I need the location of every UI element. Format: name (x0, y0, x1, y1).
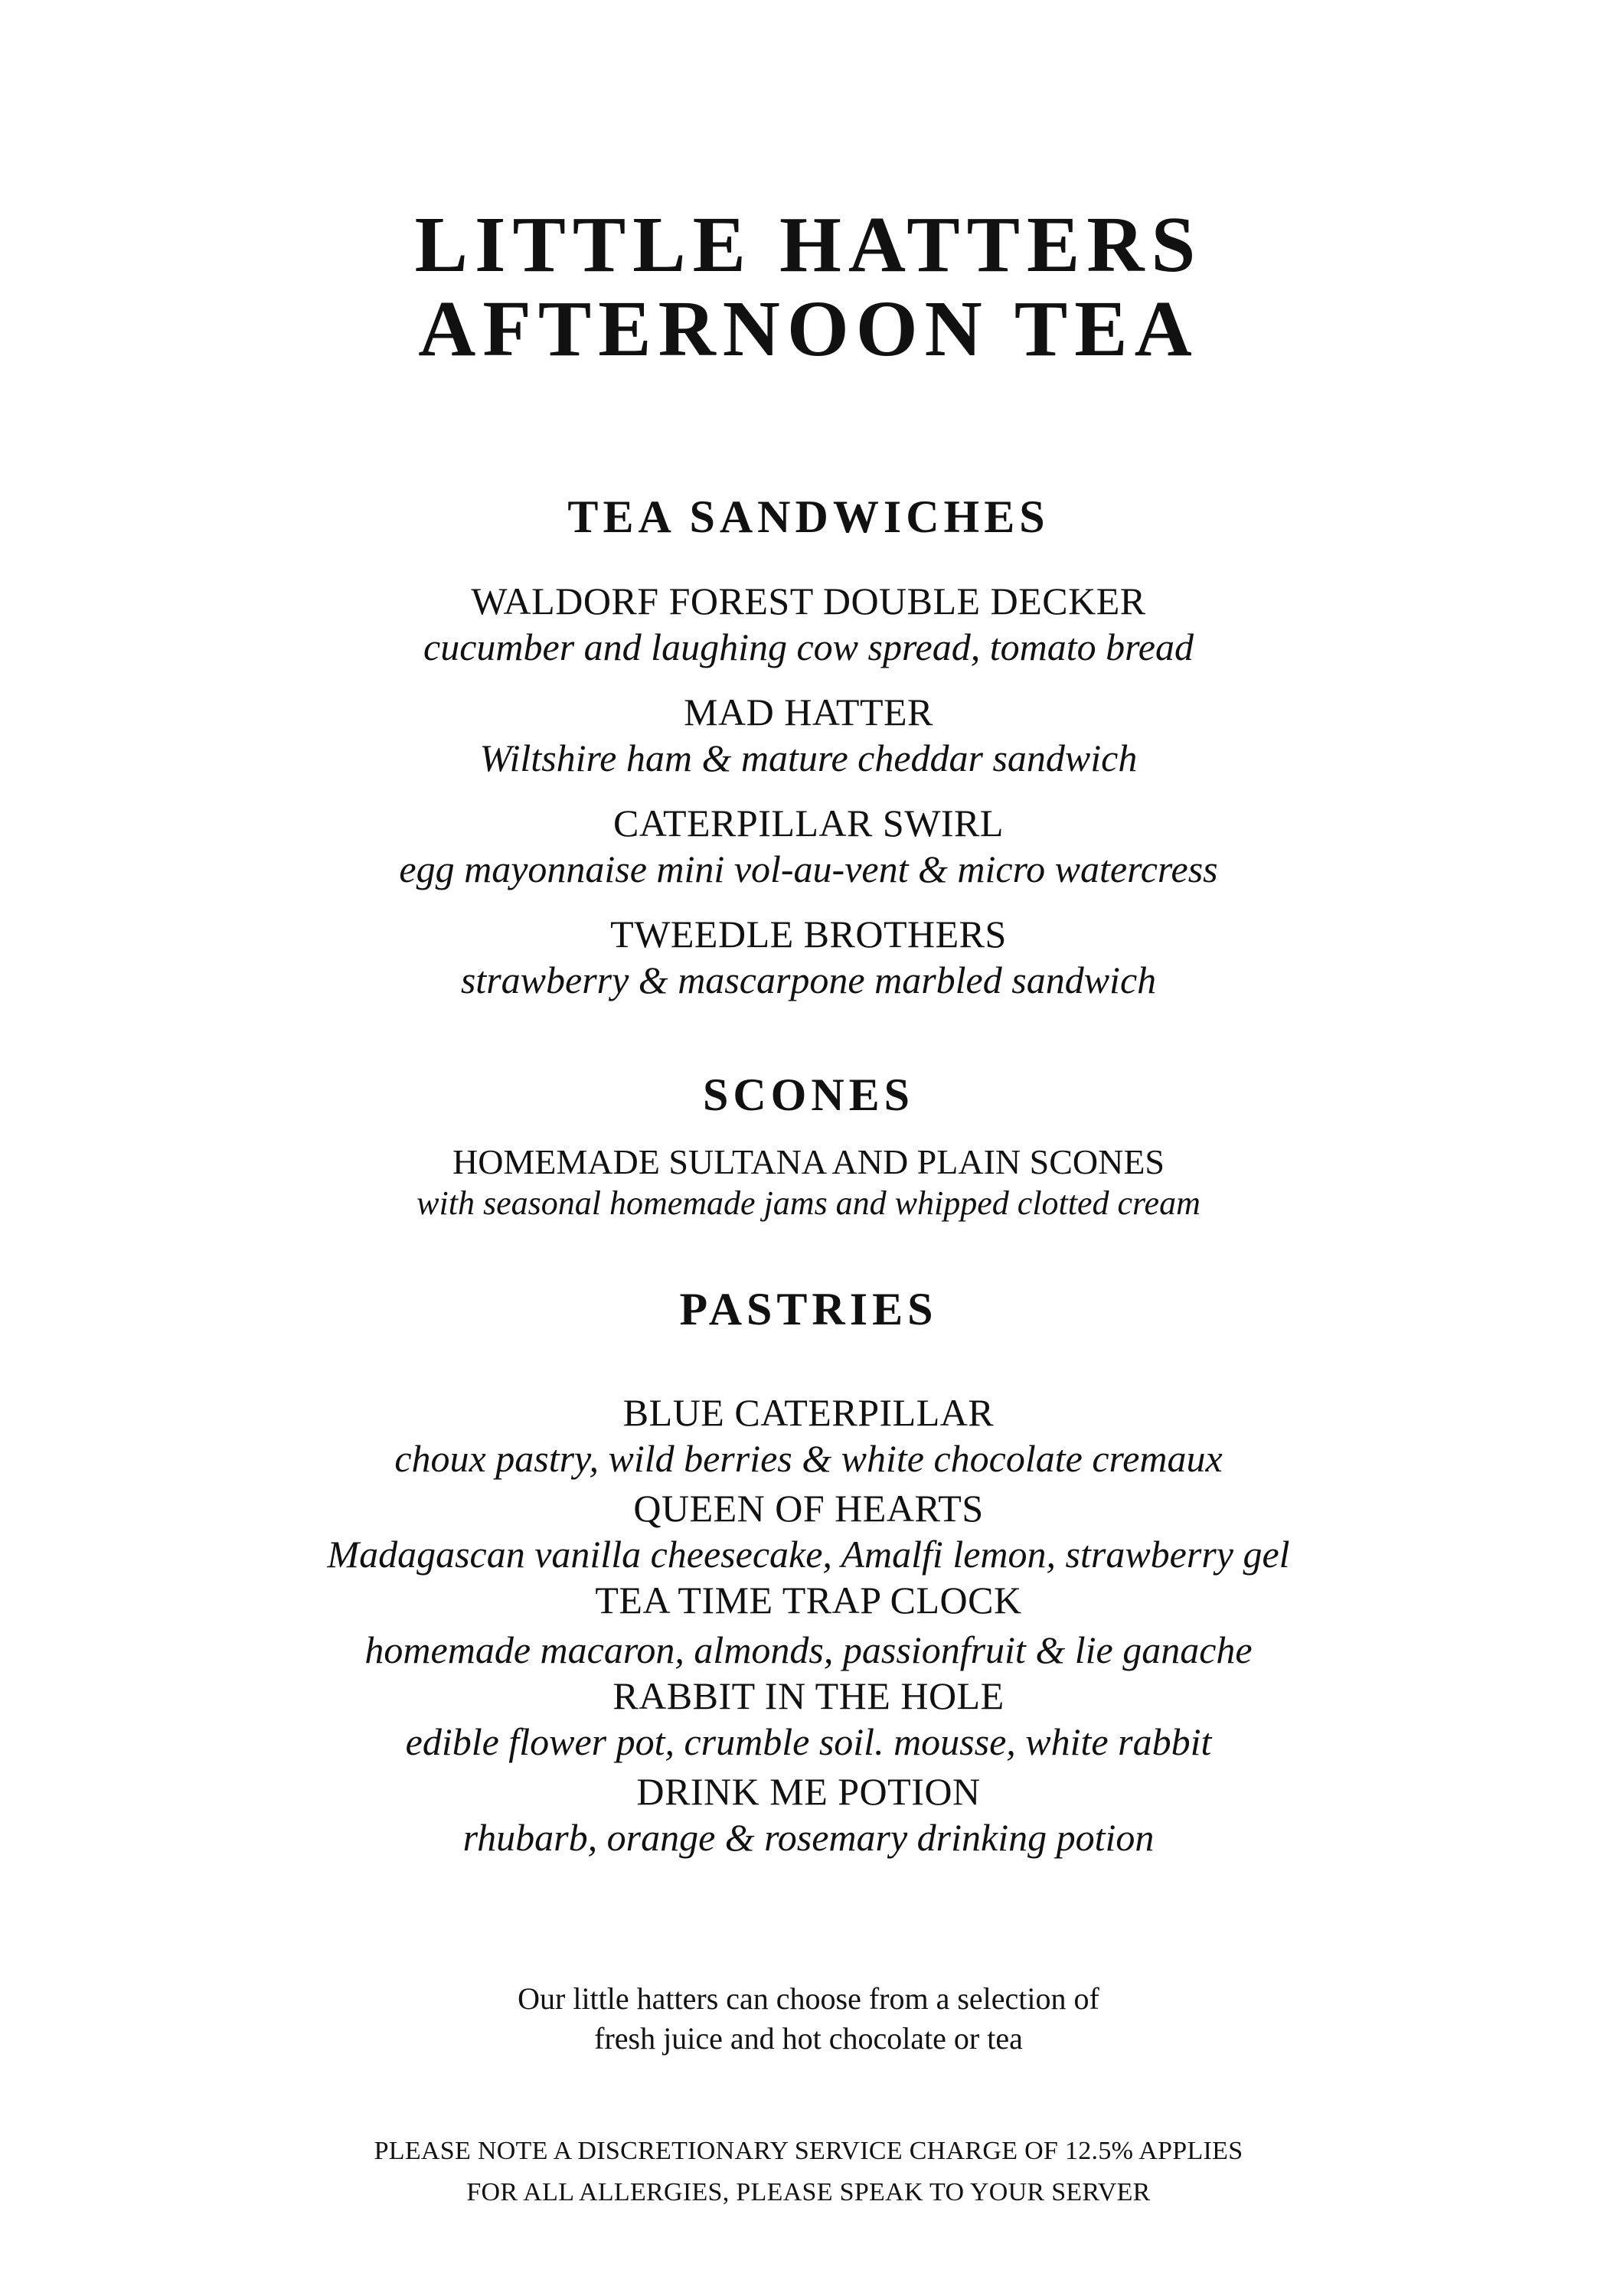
menu-item-description: strawberry & mascarpone marbled sandwich (460, 959, 1157, 1001)
menu-item-description: rhubarb, orange & rosemary drinking potion (462, 1816, 1155, 1859)
drinks-note-line2: fresh juice and hot chocolate or tea (594, 2021, 1023, 2056)
allergy-notice: FOR ALL ALLERGIES, PLEASE SPEAK TO YOUR SERVER (466, 2178, 1151, 2206)
menu-item-description: edible flower pot, crumble soil. mousse, white rabbit (405, 1720, 1212, 1763)
section-heading-scones: SCONES (702, 1070, 915, 1120)
menu-title-line1: LITTLE HATTERS (414, 201, 1203, 289)
menu-item-name: MAD HATTER (684, 691, 933, 733)
menu-item-description: homemade macaron, almonds, passionfruit & lie ganache (364, 1628, 1253, 1671)
menu-item-name: DRINK ME POTION (636, 1770, 981, 1813)
menu-item-name: TWEEDLE BROTHERS (610, 913, 1007, 955)
section-heading-tea-sandwiches: TEA SANDWICHES (567, 492, 1050, 542)
menu-item-name: HOMEMADE SULTANA AND PLAIN SCONES (452, 1142, 1165, 1181)
menu-item-name: TEA TIME TRAP CLOCK (595, 1579, 1022, 1622)
menu-item-name: QUEEN OF HEARTS (633, 1487, 984, 1530)
menu-item-name: CATERPILLAR SWIRL (613, 802, 1004, 844)
section-heading-pastries: PASTRIES (679, 1284, 938, 1334)
service-charge-notice: PLEASE NOTE A DISCRETIONARY SERVICE CHARGE OF 12.5% APPLIES (374, 2137, 1243, 2165)
drinks-note-line1: Our little hatters can choose from a selection of (518, 1981, 1099, 2016)
menu-item-description: choux pastry, wild berries & white chocolate cremaux (394, 1437, 1223, 1480)
menu-item-description: with seasonal homemade jams and whipped clotted cream (416, 1184, 1200, 1222)
menu-item-name: BLUE CATERPILLAR (622, 1391, 995, 1434)
menu-item-name: WALDORF FOREST DOUBLE DECKER (471, 580, 1146, 622)
menu-item-description: egg mayonnaise mini vol-au-vent & micro watercress (399, 848, 1218, 890)
menu-item-description: cucumber and laughing cow spread, tomato bread (423, 625, 1194, 668)
menu-item-description: Wiltshire ham & mature cheddar sandwich (479, 736, 1138, 779)
menu-item-description: Madagascan vanilla cheesecake, Amalfi lemon, strawberry gel (327, 1533, 1290, 1576)
menu-item-name: RABBIT IN THE HOLE (612, 1674, 1004, 1717)
menu-title-line2: AFTERNOON TEA (418, 285, 1199, 373)
